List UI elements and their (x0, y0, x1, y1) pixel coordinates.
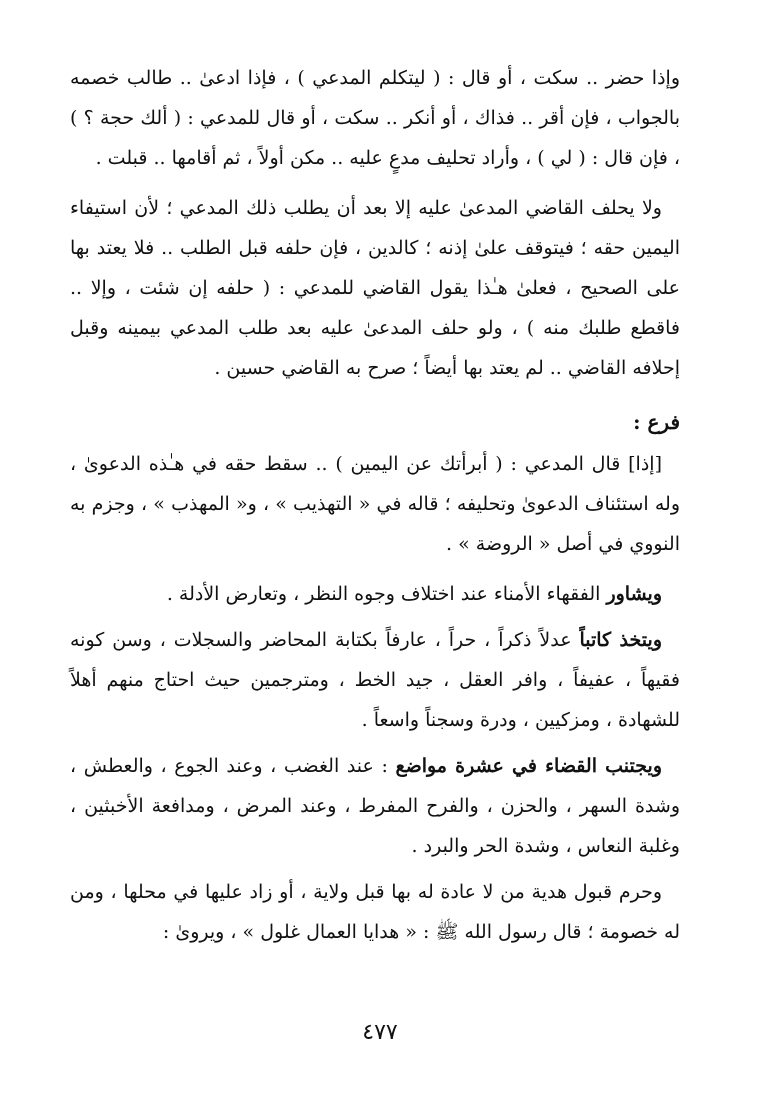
paragraph-text (70, 746, 680, 866)
text-line: وإذا حضر .. سكت ، أو قال : ( ليتكلم المدعي ) ، فإذا ادعىٰ .. (179, 67, 681, 89)
text-line: فلا يعتد بها على الصحيح ، فعلىٰ هـٰذا يقول القاضي للمدعي : ( حلفه إن (70, 237, 680, 299)
paragraph-text (70, 620, 680, 740)
text-line: ومدافعة الأخبثين ، وغلبة النعاس ، وشدة الحر والبرد . (70, 795, 680, 857)
rule-lead: ويشاور (606, 583, 662, 605)
rule-scribe (70, 620, 680, 740)
text-line: الفقهاء الأمناء عند اختلاف وجوه النظر ، وتعارض الأدلة . (166, 583, 607, 605)
text-line: استيفاء اليمين حقه ؛ فيتوقف علىٰ إذنه ؛ كالدين ، فإن حلفه قبل الطلب .. (70, 197, 680, 259)
text-line: وحرم قبول هدية من لا عادة له بها قبل ولاية ، أو زاد عليها في محلها ، (110, 881, 662, 903)
text-line: ومن له خصومة ؛ قال رسول الله ﷺ : « هدايا العمال غلول » ، ويروىٰ : (70, 881, 680, 943)
text-line: و« المهذب » ، وجزم به النووي في أصل « الروضة » . (70, 493, 680, 555)
text-line: : عند الغضب ، وعند الجوع ، (160, 755, 396, 777)
text-line: الدعوىٰ ، وله استئناف الدعوىٰ وتحليفه ؛ قاله في « التهذيب » ، (70, 453, 680, 515)
text-line: عليه .. مكن أولاً ، ثم أقامها .. قبلت . (95, 147, 383, 169)
paragraph-2 (70, 188, 680, 388)
text-line: ولا يحلف القاضي المدعىٰ عليه إلا بعد أن يطلب ذلك المدعي ؛ لأن (134, 197, 662, 219)
text-line: حسين . (214, 357, 276, 379)
text-line: للمدعي : ( ألك حجة ؟ ) ، فإن قال : ( لي ) ، وأراد تحليف مدعٍ (70, 107, 680, 169)
text-line: والعطش ، وشدة السهر ، والحزن ، والفرح المفرط ، وعند المرض ، (70, 755, 680, 817)
branch-paragraph (70, 444, 680, 564)
text-line: عدلاً ذكراً ، حراً ، عارفاً بكتابة المحاضر والسجلات ، (159, 629, 580, 651)
text-line: وسن كونه فقيهاً ، عفيفاً ، وافر العقل ، جيد الخط ، ومترجمين حيث (70, 629, 680, 691)
text-line: طالب خصمه بالجواب ، فإن أقر .. فذاك ، أو أنكر .. سكت ، أو قال (70, 67, 680, 129)
page-number: ٤٧٧ (362, 1020, 398, 1045)
rule-lead: ويتخذ كاتباً (579, 629, 662, 651)
rule-gifts (70, 872, 680, 952)
rule-consultation (70, 574, 680, 614)
rule-avoid-judging (70, 746, 680, 866)
text-line: شئت ، وإلا .. فاقطع طلبك منه ) ، ولو حلف المدعىٰ عليه بعد طلب (70, 277, 680, 339)
paragraph-text (70, 58, 680, 178)
rule-lead: ويجتنب القضاء في عشرة مواضع (395, 755, 663, 777)
paragraph-text (70, 188, 680, 388)
text-line: [إذا] قال المدعي : ( أبرأتك عن اليمين ) .. سقط حقه في هـٰذه (148, 453, 662, 475)
paragraph-text (70, 444, 680, 564)
text-line: المدعي بيمينه وقبل إحلافه القاضي .. لم يعتد بها أيضاً ؛ صرح به القاضي (70, 317, 680, 379)
section-heading: فرع : (633, 410, 680, 434)
paragraph-1 (70, 58, 680, 178)
paragraph-text (70, 872, 680, 952)
text-line: احتاج منهم أهلاً للشهادة ، ومزكيين ، ودرة وسجناً واسعاً . (70, 669, 680, 731)
paragraph-text (70, 574, 680, 614)
